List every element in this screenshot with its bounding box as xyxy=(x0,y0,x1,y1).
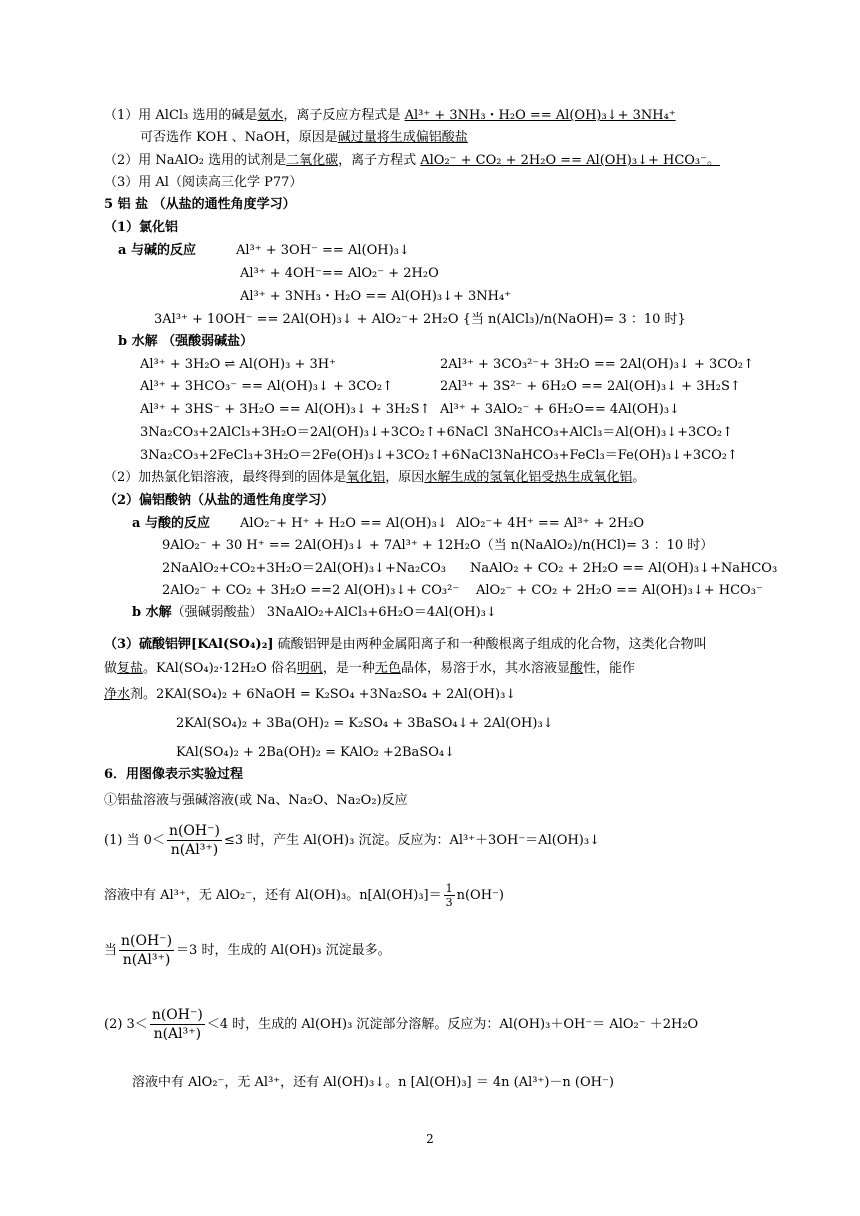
line-4: （3）用 Al（阅读高三化学 P77） xyxy=(104,175,303,190)
line-32: 溶液中有 Al³⁺，无 AlO₂⁻，还有 Al(OH)₃。n[Al(OH)₃]＝ $\frac{1}{3}$ n(OH⁻) xyxy=(104,882,504,909)
eq-7: Al³⁺ + 3OH⁻ == Al(OH)₃↓ xyxy=(236,243,410,258)
one-third-fraction: $\frac{1}{3}$ xyxy=(445,882,453,909)
ratio-fraction-1: $\frac{n(OH^-)}{\text{n(Al³⁺)}}$ xyxy=(168,823,220,858)
eq-27: 2KAl(SO₄)₂ + 3Ba(OH)₂ = K₂SO₄ + 3BaSO₄↓+ 2Al(OH)₃↓ xyxy=(176,716,554,731)
eq-15a: 3Na₂CO₃+2AlCl₃+3H₂O＝2Al(OH)₃↓+3CO₂↑+6NaCl xyxy=(140,425,489,440)
eq-12b: 2Al³⁺ + 3CO₃²⁻+ 3H₂O == 2Al(OH)₃↓ + 3CO₂↑ xyxy=(440,357,754,372)
eq-16a: 3Na₂CO₃+2FeCl₃+3H₂O＝2Fe(OH)₃↓+3CO₂↑+6NaCl xyxy=(140,448,494,463)
eq-19b: AlO₂⁻+ H⁺ + H₂O == Al(OH)₃↓ xyxy=(240,516,448,531)
line-7: a 与碱的反应 xyxy=(118,243,196,258)
line-31: (1) 当 0＜ $\frac{n(OH^-)}{\text{n(Al³⁺)}}$ ≤3 时，产生 Al(OH)₃ 沉淀。反应为：Al³⁺＋3OH⁻＝Al(OH)₃↓ xyxy=(104,823,600,858)
line-3: （2）用 NaAlO₂ 选用的试剂是二氧化碳，离子方程式 AlO₂⁻ + CO₂ + 2H₂O == Al(OH)₃↓+ HCO₃⁻。 xyxy=(104,153,720,168)
line-35: 溶液中有 AlO₂⁻，无 Al³⁺，还有 Al(OH)₃↓。n [Al(OH)₃] ＝ 4n (Al³⁺)－n (OH⁻) xyxy=(132,1075,614,1090)
eq-9: Al³⁺ + 3NH₃・H₂O == Al(OH)₃↓+ 3NH₄⁺ xyxy=(240,289,512,304)
page-number: 2 xyxy=(426,1132,434,1146)
eq-21a: 2NaAlO₂+CO₂+3H₂O＝2Al(OH)₃↓+Na₂CO₃ xyxy=(162,561,446,576)
eq-22a: 2AlO₂⁻ + CO₂ + 3H₂O ==2 Al(OH)₃↓+ CO₃²⁻ xyxy=(162,583,460,598)
eq-19c: AlO₂⁻+ 4H⁺ == Al³⁺ + 2H₂O xyxy=(456,516,645,531)
line-24: （3）硫酸铝钾[KAl(SO₄)₂] 硫酸铝钾是由两种金属阳离子和一种酸根离子组成的化合物，这类化合物叫 xyxy=(104,637,707,652)
line-19: a 与酸的反应 xyxy=(132,516,210,531)
section-6-heading: 6．用图像表示实验过程 xyxy=(104,767,244,782)
eq-28: KAl(SO₄)₂ + 2Ba(OH)₂ = KAlO₂ +2BaSO₄↓ xyxy=(176,745,455,760)
sub-heading-aluminum-chloride: （1）氯化铝 xyxy=(104,220,179,235)
eq-22b: AlO₂⁻ + CO₂ + 2H₂O == Al(OH)₃↓+ HCO₃⁻ xyxy=(476,583,763,598)
ratio-fraction-2: $\frac{n(OH^-)}{\text{n(Al³⁺)}}$ xyxy=(121,933,173,968)
line-1: （1）用 AlCl₃ 选用的碱是氨水，离子反应方程式是 Al³⁺ + 3NH₃・H₂O == Al(OH)₃↓+ 3NH₄⁺ xyxy=(104,108,676,123)
eq-16b: 3NaHCO₃+FeCl₃＝Fe(OH)₃↓+3CO₂↑ xyxy=(494,448,738,463)
eq-14a: Al³⁺ + 3HS⁻ + 3H₂O == Al(OH)₃↓ + 3H₂S↑ xyxy=(140,402,431,417)
eq-21b: NaAlO₂ + CO₂ + 2H₂O == Al(OH)₃↓+NaHCO₃ xyxy=(470,561,778,576)
eq-20: 9AlO₂⁻ + 30 H⁺ == 2Al(OH)₃↓ + 7Al³⁺ + 12H₂O（当 n(NaAlO₂)/n(HCl)= 3 ：10 时） xyxy=(162,538,714,553)
line-25: 做复盐。KAl(SO₄)₂·12H₂O 俗名明矾，是一种无色晶体，易溶于水，其水溶液显酸性，能作 xyxy=(104,661,635,676)
eq-13a: Al³⁺ + 3HCO₃⁻ == Al(OH)₃↓ + 3CO₂↑ xyxy=(140,379,394,394)
line-34: (2) 3＜ $\frac{n(OH^-)}{\text{n(Al³⁺)}}$ ＜4 时，生成的 Al(OH)₃ 沉淀部分溶解。反应为：Al(OH)₃＋OH⁻＝ AlO₂⁻ ＋2H₂O xyxy=(104,1007,699,1042)
line-30: ①铝盐溶液与强碱溶液(或 Na、Na₂O、Na₂O₂)反应 xyxy=(104,793,408,808)
sub-heading-hydrolysis: b 水解 （强酸弱碱盐） xyxy=(118,334,254,349)
line-2: 可否选作 KOH 、NaOH，原因是碱过量将生成偏铝酸盐 xyxy=(140,130,468,145)
section-5-heading: 5 铝 盐 （从盐的通性角度学习） xyxy=(104,197,296,212)
line-26: 净水剂。2KAl(SO₄)₂ + 6NaOH = K₂SO₄ +3Na₂SO₄ + 2Al(OH)₃↓ xyxy=(104,687,517,702)
eq-8: Al³⁺ + 4OH⁻== AlO₂⁻ + 2H₂O xyxy=(240,266,439,281)
line-33: 当 $\frac{n(OH^-)}{\text{n(Al³⁺)}}$ ＝3 时，生成的 Al(OH)₃ 沉淀最多。 xyxy=(104,933,391,968)
eq-10: 3Al³⁺ + 10OH⁻ == 2Al(OH)₃↓ + AlO₂⁻+ 2H₂O {当 n(AlCl₃)/n(NaOH)= 3 ：10 时} xyxy=(154,312,686,327)
line-17: （2）加热氯化铝溶液，最终得到的固体是氧化铝，原因水解生成的氢氧化铝受热生成氧化铝。 xyxy=(104,470,646,485)
ratio-fraction-3: $\frac{n(OH^-)}{\text{n(Al³⁺)}}$ xyxy=(151,1007,203,1042)
line-23: b 水解（强碱弱酸盐） 3NaAlO₂+AlCl₃+6H₂O＝4Al(OH)₃↓ xyxy=(132,605,497,620)
eq-13b: 2Al³⁺ + 3S²⁻ + 6H₂O == 2Al(OH)₃↓ + 3H₂S↑ xyxy=(440,379,741,394)
eq-15b: 3NaHCO₃+AlCl₃＝Al(OH)₃↓+3CO₂↑ xyxy=(494,425,733,440)
sub-heading-sodium-aluminate: （2）偏铝酸钠（从盐的通性角度学习） xyxy=(104,493,335,508)
eq-14b: Al³⁺ + 3AlO₂⁻ + 6H₂O== 4Al(OH)₃↓ xyxy=(440,402,680,417)
eq-12a: Al³⁺ + 3H₂O ⇌ Al(OH)₃ + 3H⁺ xyxy=(140,357,336,372)
